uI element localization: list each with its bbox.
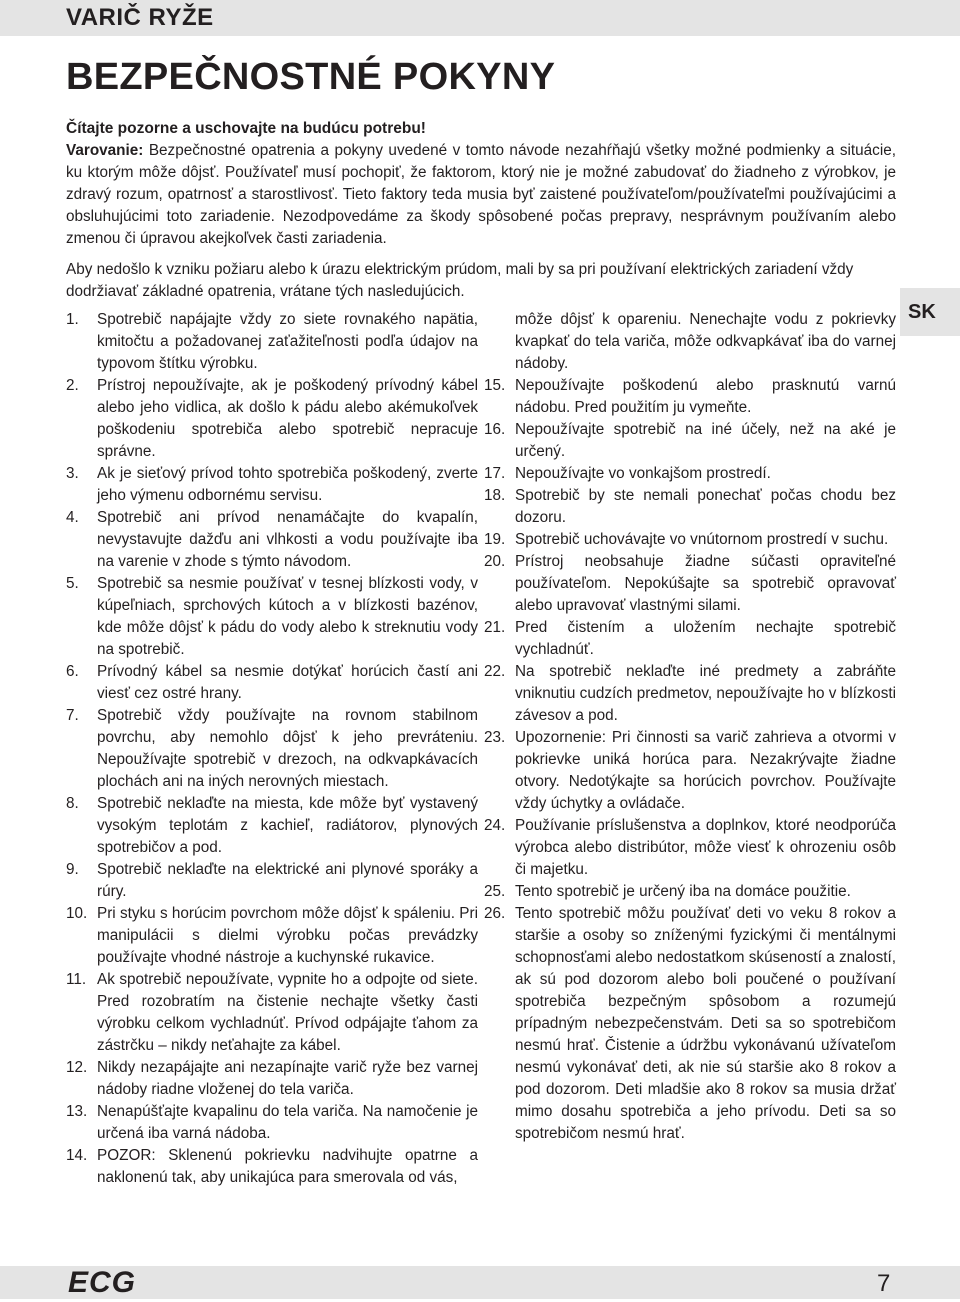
list-item <box>66 507 478 573</box>
list-item-text: Pred čistením a uložením nechajte spotrebič vychladnúť. <box>515 619 896 658</box>
list-item <box>484 551 896 617</box>
list-item-text: Nikdy nezapájajte ani nezapínajte varič ryže bez varnej nádoby riadne vloženej do tela variča. <box>97 1059 478 1098</box>
list-item-number: 26. <box>484 905 506 922</box>
product-title: VARIČ RYŽE <box>66 4 214 31</box>
warning-text: Bezpečnostné opatrenia a pokyny uvedené v tomto návode nezahŕňajú všetky možné podmienky a situácie, ku ktorým môže dôjsť. Používateľ musí pochopiť, že faktorom, ktorý nie je možné zabudovať do žiadneho z výrobkov, je zdravý rozum, opatrnosť a starostlivosť. Tieto faktory teda musia byť zaistené používateľom/používateľmi používajúcimi a obsluhujúcimi toto zariadenie. Nezodpovedáme za škody spôsobené počas prepravy, nesprávnym používaním alebo zmenou či úpravou akejkoľvek časti zariadenia. <box>66 142 896 247</box>
list-item <box>66 903 478 969</box>
list-item-number: 6. <box>66 663 79 680</box>
list-item <box>66 463 478 507</box>
list-item <box>66 859 478 903</box>
list-item-text: Tento spotrebič je určený iba na domáce použitie. <box>515 883 851 900</box>
list-item-number: 14. <box>66 1147 88 1164</box>
list-item <box>484 375 896 419</box>
list-item-number: 16. <box>484 421 506 438</box>
list-item-number: 2. <box>66 377 79 394</box>
list-item-number: 13. <box>66 1103 88 1120</box>
warning-label: Varovanie: <box>66 142 144 159</box>
list-item <box>66 705 478 793</box>
list-item-number: 4. <box>66 509 79 526</box>
list-item <box>66 573 478 661</box>
list-item-text: Spotrebič sa nesmie používať v tesnej blízkosti vody, v kúpeľniach, sprchových kútoch a v blízkosti bazénov, kde môže dôjsť k pádu do vody alebo k streknutiu vody na spotrebič. <box>97 575 478 658</box>
list-item-number: 5. <box>66 575 79 592</box>
list-item-text: Používanie príslušenstva a doplnkov, ktoré neodporúča výrobca alebo distribútor, môže viesť k ohrozeniu osôb či majetku. <box>515 817 896 878</box>
list-item-number: 18. <box>484 487 506 504</box>
list-item-text: Spotrebič by ste nemali ponechať počas chodu bez dozoru. <box>515 487 896 526</box>
list-item <box>66 1101 478 1145</box>
list-item-text: Spotrebič neklaďte na miesta, kde môže byť vystavený vysokým teplotám z kachieľ, radiátorov, plynových spotrebičov a pod. <box>97 795 478 856</box>
list-item-text: Nepoužívajte vo vonkajšom prostredí. <box>515 465 771 482</box>
list-item-text: Upozornenie: Pri činnosti sa varič zahrieva a otvormi v pokrievke uniká horúca para. Nezakrývajte žiadne otvory. Nedotýkajte sa horúcich povrchov. Používajte vždy úchytky a ovládače. <box>515 729 896 812</box>
list-item-number: 15. <box>484 377 506 394</box>
list-item-number: 7. <box>66 707 79 724</box>
list-item-text: Spotrebič napájajte vždy zo siete rovnakého napätia, kmitočtu a požadovanej zaťažiteľnosti podľa údajov na typovom štítku výrobku. <box>97 311 478 372</box>
list-item-text: Prístroj nepoužívajte, ak je poškodený prívodný kábel alebo jeho vidlica, ak došlo k pádu alebo akémukoľvek poškodeniu spotrebiča alebo spotrebič nepracuje správne. <box>97 377 478 460</box>
list-item-text: Spotrebič neklaďte na elektrické ani plynové sporáky a rúry. <box>97 861 478 900</box>
list-item-number: 21. <box>484 619 506 636</box>
list-item <box>484 419 896 463</box>
intro-paragraph: Aby nedošlo k vzniku požiaru alebo k úrazu elektrickým prúdom, mali by sa pri používaní elektrických zariadení vždy dodržiavať základné opatrenia, vrátane tých nasledujúcich. <box>66 261 854 300</box>
list-item <box>484 661 896 727</box>
list-item <box>66 375 478 463</box>
list-item-text: môže dôjsť k opareniu. Nenechajte vodu z pokrievky kvapkať do tela variča, môže odkvapkávať iba do varnej nádoby. <box>515 311 896 372</box>
list-item-number: 3. <box>66 465 79 482</box>
list-item <box>66 1145 478 1189</box>
list-item-text: Prístroj neobsahuje žiadne súčasti opraviteľné používateľom. Nepokúšajte sa spotrebič opravovať alebo upravovať vlastnými silami. <box>515 553 896 614</box>
list-item <box>484 727 896 815</box>
list-item-number: 25. <box>484 883 506 900</box>
list-item-number: 17. <box>484 465 506 482</box>
list-item-number: 1. <box>66 311 79 328</box>
list-item <box>66 661 478 705</box>
language-badge <box>900 288 960 336</box>
list-item-number: 20. <box>484 553 506 570</box>
list-item-text: Spotrebič vždy používajte na rovnom stabilnom povrchu, aby nemohlo dôjsť k jeho prevráteniu. Nepoužívajte spotrebič v drezoch, na odkvapkávacích plochách ani na iných nerovných miestach. <box>97 707 478 790</box>
page-title: BEZPEČNOSTNÉ POKYNY <box>66 56 556 98</box>
list-item-text: POZOR: Sklenenú pokrievku nadvihujte opatrne a naklonenú tak, aby unikajúca para smerovala od vás, <box>97 1147 478 1186</box>
list-item-number: 19. <box>484 531 506 548</box>
list-item-text: Prívodný kábel sa nesmie dotýkať horúcich častí ani viesť cez ostré hrany. <box>97 663 478 702</box>
list-item-number: 9. <box>66 861 79 878</box>
list-item-text: Nepoužívajte spotrebič na iné účely, než na aké je určený. <box>515 421 896 460</box>
list-item <box>484 463 896 485</box>
list-item-number: 8. <box>66 795 79 812</box>
lead-notice: Čítajte pozorne a uschovajte na budúcu potrebu! <box>66 120 426 137</box>
list-item <box>484 903 896 1145</box>
list-item-number: 24. <box>484 817 506 834</box>
brand-logo: ECG <box>68 1266 137 1299</box>
list-item-text: Tento spotrebič môžu používať deti vo veku 8 rokov a staršie a osoby so zníženými fyzickými či mentálnymi schopnosťami alebo nedostatkom skúseností a znalostí, ak sú pod dozorom alebo boli poučené o používaní spotrebiča bezpečným spôsobom a rozumejú prípadným nebezpečenstvám. Deti sa so spotrebičom nesmú hrať. Čistenie a údržbu vykonávanú užívateľom nesmú vykonávať deti, ak nie sú staršie ako 8 rokov a pod dozorom. Deti mladšie ako 8 rokov sa musia držať mimo dosahu spotrebiča a jeho prívodu. Deti sa so spotrebičom nesmú hrať. <box>515 905 896 1142</box>
list-item <box>66 1057 478 1101</box>
list-item <box>484 309 896 375</box>
list-item-text: Spotrebič uchovávajte vo vnútornom prostredí v suchu. <box>515 531 889 548</box>
language-code: SK <box>908 300 936 323</box>
list-item-number: 11. <box>66 971 87 988</box>
list-item-number: 12. <box>66 1059 88 1076</box>
list-item <box>66 793 478 859</box>
list-item <box>484 617 896 661</box>
list-item <box>484 485 896 529</box>
page-number: 7 <box>877 1270 891 1297</box>
list-item-text: Ak je sieťový prívod tohto spotrebiča poškodený, zverte jeho výmenu odbornému servisu. <box>97 465 478 504</box>
list-item-text: Na spotrebič neklaďte iné predmety a zabráňte vniknutiu cudzích predmetov, nepoužívajte ho v blízkosti závesov a pod. <box>515 663 896 724</box>
list-item-number: 22. <box>484 663 506 680</box>
list-item-text: Spotrebič ani prívod nenamáčajte do kvapalín, nevystavujte dažďu ani vlhkosti a vodu používajte iba na varenie v zhode s týmto návodom. <box>97 509 478 570</box>
list-item-text: Nepoužívajte poškodenú alebo prasknutú varnú nádobu. Pred použitím ju vymeňte. <box>515 377 896 416</box>
list-item <box>66 309 478 375</box>
list-item <box>66 969 478 1057</box>
safety-list-right <box>484 309 896 1145</box>
list-item-text: Nenapúšťajte kvapalinu do tela variča. Na namočenie je určená iba varná nádoba. <box>97 1103 478 1142</box>
footer-bar <box>0 1266 960 1299</box>
list-item-number: 10. <box>66 905 88 922</box>
list-item <box>484 815 896 881</box>
list-item <box>484 529 896 551</box>
list-item <box>484 881 896 903</box>
list-item-text: Pri styku s horúcim povrchom môže dôjsť k spáleniu. Pri manipulácii s dielmi výrobku počas prevádzky používajte vhodné nástroje a kuchynské rukavice. <box>97 905 478 966</box>
warning-paragraph <box>66 140 896 250</box>
list-item-text: Ak spotrebič nepoužívate, vypnite ho a odpojte od siete. Pred rozobratím na čistenie nechajte všetky časti výrobku celkom vychladnúť. Prívod odpájajte ťahom za zástrčku – nikdy neťahajte za kábel. <box>97 971 478 1054</box>
safety-list-left <box>66 309 478 1189</box>
list-item-number: 23. <box>484 729 506 746</box>
